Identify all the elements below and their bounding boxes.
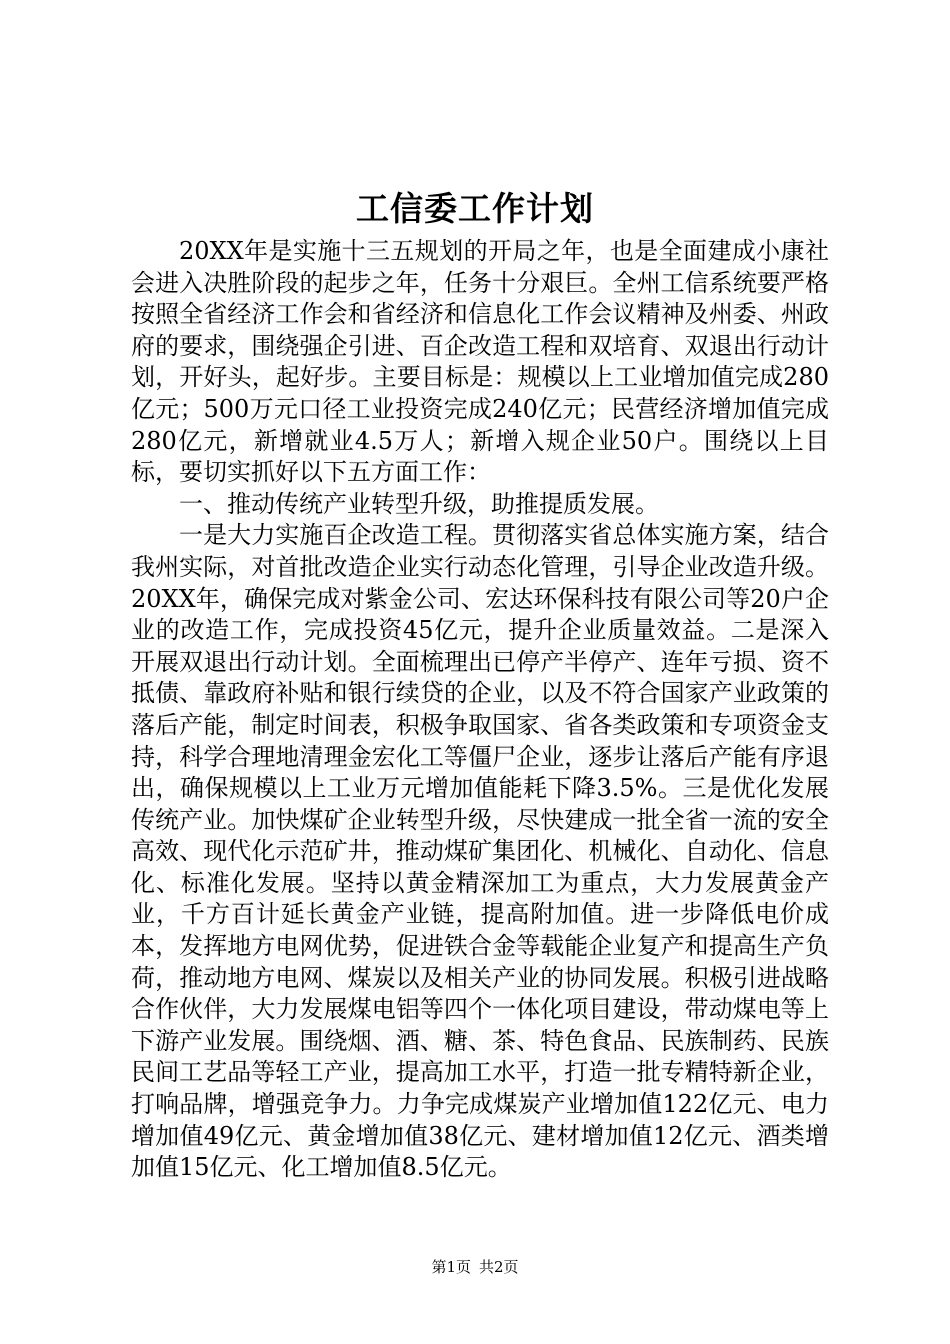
paragraph-intro: 20XX年是实施十三五规划的开局之年，也是全面建成小康社会进入决胜阶段的起步之年，任务十分艰巨。全州工信系统要严格按照全省经济工作会和省经济和信息化工作会议精神及州委、州政府的要求，围绕强企引进、百企改造工程和双培育、双退出行动计划，开好头，起好步。主要目标是：规模以上工业增加值完成280亿元；500万元口径工业投资完成240亿元；民营经济增加值完成280亿元，新增就业4.5万人；新增入规企业50户。围绕以上目标，要切实抓好以下五方面工作： [131, 237, 829, 487]
page-number-total: 共2页 [479, 1258, 519, 1276]
paragraph-section-heading: 一、推动传统产业转型升级，助推提质发展。 [179, 489, 659, 518]
page-footer [0, 1257, 950, 1277]
page-number-current: 第1页 [431, 1258, 471, 1276]
paragraph-section-detail: 一是大力实施百企改造工程。贯彻落实省总体实施方案，结合我州实际，对首批改造企业实行动态化管理，引导企业改造升级。20XX年，确保完成对紫金公司、宏达环保科技有限公司等20户企业的改造工作，完成投资45亿元，提升企业质量效益。二是深入开展双退出行动计划。全面梳理出已停产半停产、连年亏损、资不抵债、靠政府补贴和银行续贷的企业，以及不符合国家产业政策的落后产能，制定时间表，积极争取国家、省各类政策和专项资金支持，科学合理地清理金宏化工等僵尸企业，逐步让落后产能有序退出，确保规模以上工业万元增加值能耗下降3.5%。三是优化发展传统产业。加快煤矿企业转型升级，尽快建成一批全省一流的安全高效、现代化示范矿井，推动煤矿集团化、机械化、自动化、信息化、标准化发展。坚持以黄金精深加工为重点，大力发展黄金产业，千方百计延长黄金产业链，提高附加值。进一步降低电价成本，发挥地方电网优势，促进铁合金等载能企业复产和提高生产负荷，推动地方电网、煤炭以及相关产业的协同发展。积极引进战略合作伙伴，大力发展煤电铝等四个一体化项目建设，带动煤电等上下游产业发展。围绕烟、酒、糖、茶、特色食品、民族制药、民族民间工艺品等轻工产业，提高加工水平，打造一批专精特新企业，打响品牌，增强竞争力。力争完成煤炭产业增加值122亿元、电力增加值49亿元、黄金增加值38亿元、建材增加值12亿元、酒类增加值15亿元、化工增加值8.5亿元。 [131, 521, 829, 1182]
document-title: 工信委工作计划 [356, 189, 594, 228]
document-body [131, 236, 829, 1184]
